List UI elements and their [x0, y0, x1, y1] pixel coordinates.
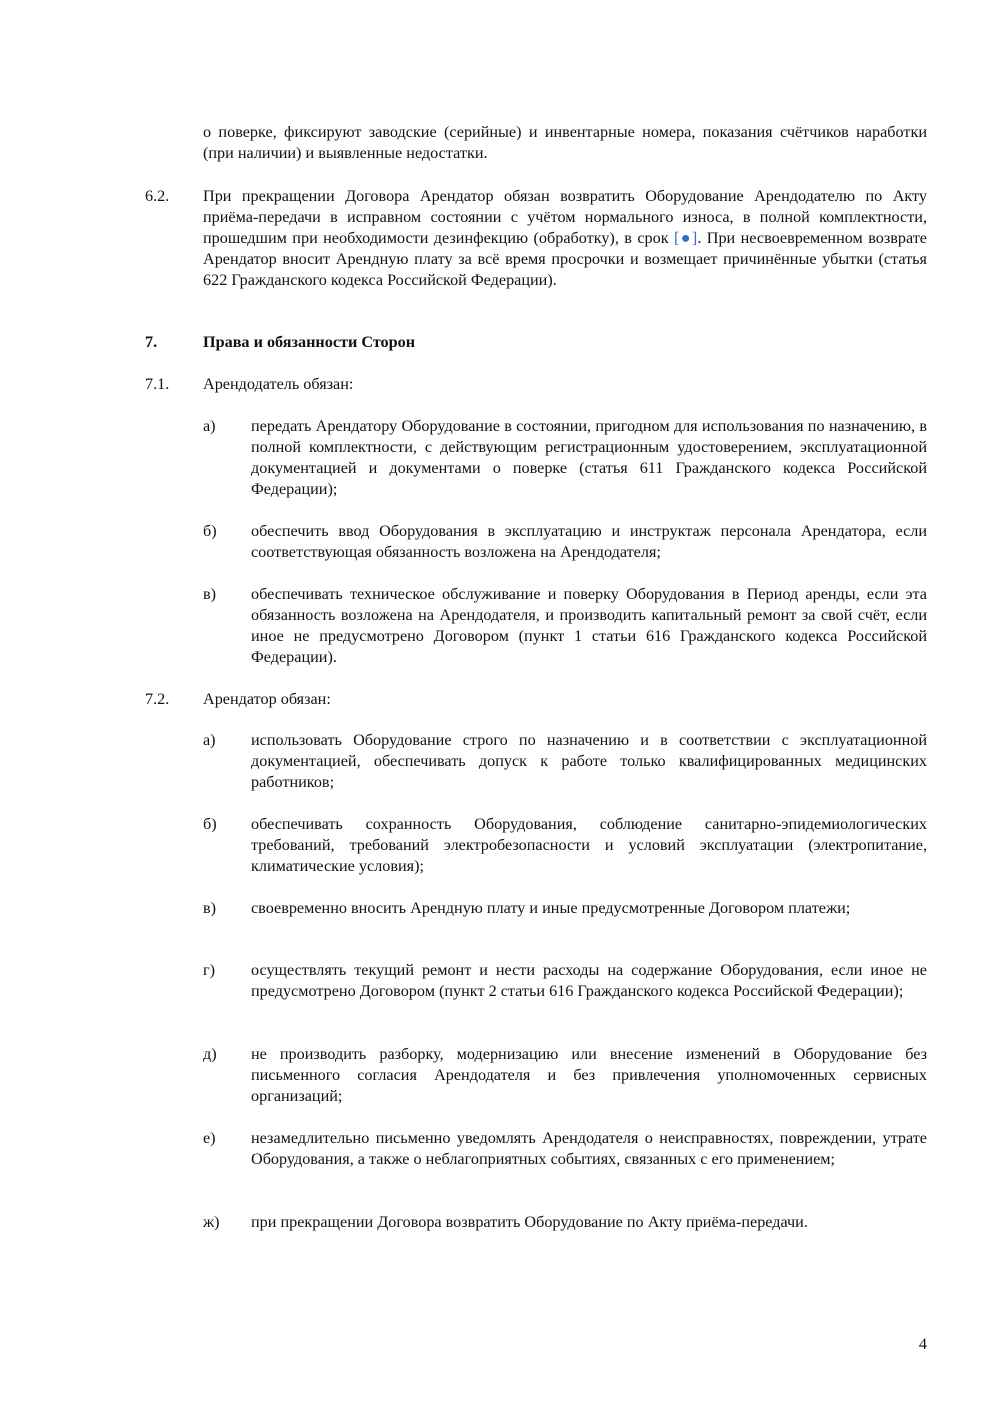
list-item-text: обеспечить ввод Оборудования в эксплуатацию и инструктаж персонала Арендатора, если соответствующая обязанность возложена на Арендодателя;	[251, 522, 927, 561]
page-number: 4	[918, 1335, 927, 1353]
section-7-number: 7.	[145, 333, 158, 351]
list-item-text: при прекращении Договора возвратить Оборудование по Акту приёма-передачи.	[251, 1213, 808, 1231]
list-item-letter: г)	[203, 961, 216, 979]
list-item-text: передать Арендатору Оборудование в состоянии, пригодном для использования по назначению, в полной комплектности, с действующим регистрационным удостоверением, эксплуатационной документацией и документами о поверке (статья 611 Гражданского кодекса Российской Федерации);	[251, 417, 927, 498]
list-item-text: обеспечивать техническое обслуживание и поверку Оборудования в Период аренды, если эта обязанность возложена на Арендодателя, и производить капитальный ремонт за свой счёт, если иное не предусмотрено Договором (пункт 1 статьи 616 Гражданского кодекса Российской Федерации).	[251, 585, 927, 666]
list-item-letter: в)	[203, 899, 217, 917]
clause-6-2-text-after: . При несвоевременном возврате Арендатор вносит Арендную плату за всё время просрочки и возмещает причинённые убытки (статья 622 Гражданского кодекса Российской Федерации).	[203, 229, 927, 289]
list-item-text: своевременно вносить Арендную плату и иные предусмотренные Договором платежи;	[251, 899, 851, 917]
list-item-letter: а)	[203, 417, 216, 435]
list-item-letter: ж)	[203, 1213, 220, 1231]
list-item-letter: а)	[203, 731, 216, 749]
list-item-text: обеспечивать сохранность Оборудования, соблюдение санитарно-эпидемиологических требований, требований электробезопасности и условий эксплуатации (электропитание, климатические условия);	[251, 815, 927, 875]
clause-6-2-text	[203, 186, 927, 291]
continuation-paragraph: о поверке, фиксируют заводские (серийные) и инвентарные номера, показания счётчиков наработки (при наличии) и выявленные недостатки.	[203, 123, 927, 162]
list-item-letter: б)	[203, 815, 217, 833]
list-item-letter: в)	[203, 585, 217, 603]
clause-7-2-intro: Арендатор обязан:	[203, 690, 331, 708]
clause-number-6-2: 6.2.	[145, 187, 170, 205]
list-item-text: незамедлительно письменно уведомлять Арендодателя о неисправностях, повреждении, утрате Оборудования, а также о неблагоприятных событиях, связанных с его применением;	[251, 1129, 927, 1168]
list-item-letter: д)	[203, 1045, 217, 1063]
term-placeholder: [●]	[674, 229, 698, 247]
list-item-letter: е)	[203, 1129, 216, 1147]
list-item-text: не производить разборку, модернизацию или внесение изменений в Оборудование без письменного согласия Арендодателя и без привлечения уполномоченных сервисных организаций;	[251, 1045, 927, 1105]
clause-6-2-text-before: При прекращении Договора Арендатор обязан возвратить Оборудование Арендодателю по Акту приёма-передачи в исправном состоянии с учётом нормального износа, в полной комплектности, прошедшим при необходимости дезинфекцию (обработку), в срок	[203, 187, 927, 247]
clause-number-7-2: 7.2.	[145, 690, 170, 708]
list-item-text: осуществлять текущий ремонт и нести расходы на содержание Оборудования, если иное не предусмотрено Договором (пункт 2 статьи 616 Гражданского кодекса Российской Федерации);	[251, 961, 927, 1000]
section-7-title: Права и обязанности Сторон	[203, 333, 416, 351]
clause-7-1-intro: Арендодатель обязан:	[203, 375, 354, 393]
list-item-text: использовать Оборудование строго по назначению и в соответствии с эксплуатационной документацией, обеспечивать допуск к работе только квалифицированных медицинских работников;	[251, 731, 927, 791]
list-item-letter: б)	[203, 522, 217, 540]
clause-number-7-1: 7.1.	[145, 375, 170, 393]
